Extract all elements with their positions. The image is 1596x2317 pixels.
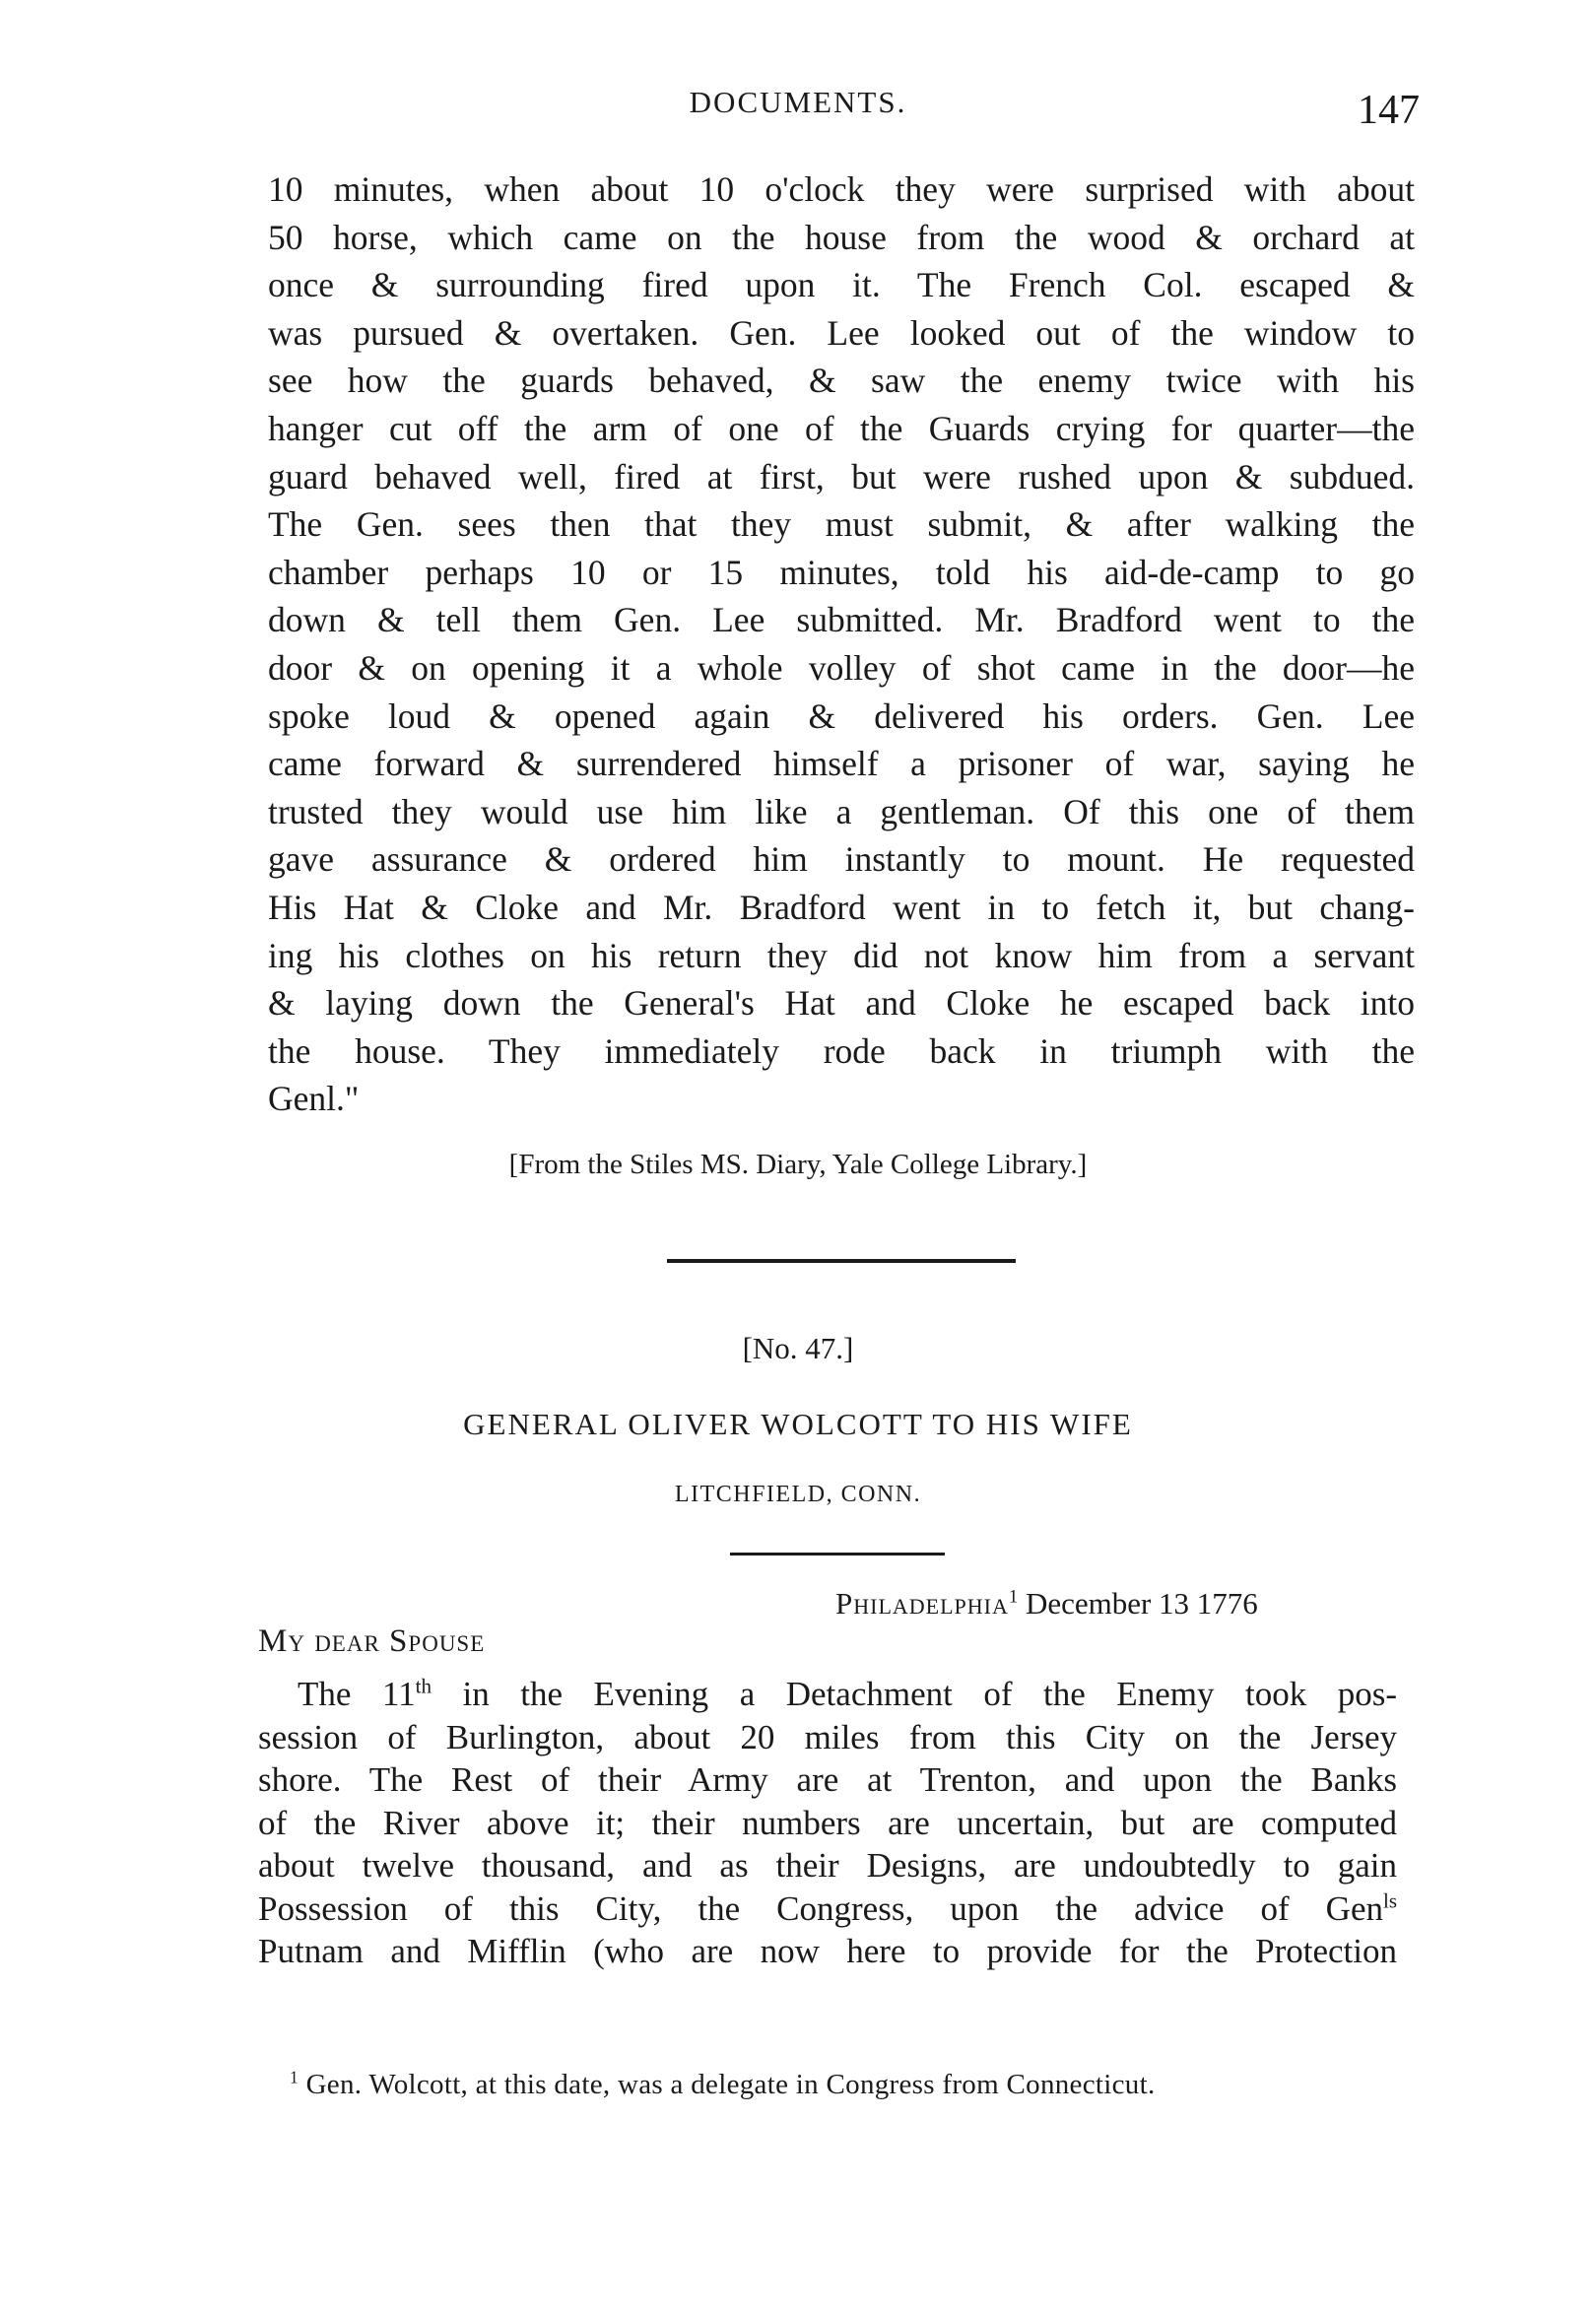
passage-line: The Gen. sees then that they must submit, & after walking the: [268, 504, 1415, 545]
passage-line: trusted they would use him like a gentleman. Of this one of them: [268, 791, 1415, 831]
passage-line: once & surrounding fired upon it. The French Col. escaped &: [268, 265, 1415, 305]
diary-passage: [268, 166, 1415, 1123]
letter-line: [258, 1887, 1397, 1931]
dateline-date: December 13 1776: [1025, 1586, 1258, 1621]
passage-line: hanger cut off the arm of one of the Guards crying for quarter—the: [268, 408, 1415, 448]
passage-line: was pursued & overtaken. Gen. Lee looked out of the window to: [268, 312, 1415, 353]
letter-line-text: The 11: [298, 1675, 416, 1713]
passage-line: see how the guards behaved, & saw the enemy twice with his: [268, 361, 1415, 401]
passage-line: & laying down the General's Hat and Cloke he escaped back into: [268, 983, 1415, 1024]
letter-dateline: [835, 1586, 1258, 1622]
document-heading: GENERAL OLIVER WOLCOTT TO HIS WIFE: [463, 1407, 1133, 1441]
superscript-abbreviation: th: [415, 1674, 432, 1698]
letter-line: about twelve thousand, and as their Designs, are undoubtedly to gain: [258, 1846, 1397, 1885]
document-location: LITCHFIELD, CONN.: [674, 1482, 922, 1507]
letter-line: shore. The Rest of their Army are at Trenton, and upon the Banks: [258, 1760, 1397, 1799]
passage-line: Genl.": [268, 1079, 360, 1119]
passage-line: the house. They immediately rode back in triumph with the: [268, 1030, 1415, 1071]
footnote-mark: 1: [290, 2067, 299, 2087]
section-divider-rule: [667, 1259, 1016, 1263]
passage-line: 50 horse, which came on the house from the wood & orchard at: [268, 217, 1415, 257]
letter-line: session of Burlington, about 20 miles from this City on the Jersey: [258, 1717, 1397, 1756]
passage-line: door & on opening it a whole volley of shot came in the door—he: [268, 647, 1415, 688]
passage-line: guard behaved well, fired at first, but were rushed upon & subdued.: [268, 456, 1415, 496]
letter-line: [258, 1673, 1397, 1716]
footnote: [290, 2069, 1156, 2101]
passage-line: chamber perhaps 10 or 15 minutes, told his aid-de-camp to go: [268, 552, 1415, 592]
passage-line: came forward & surrendered himself a prisoner of war, saying he: [268, 744, 1415, 784]
letter-line-text: Possession of this City, the Congress, upon the advice of Gen: [258, 1888, 1383, 1928]
document-number: [No. 47.]: [742, 1331, 854, 1365]
letter-body: [258, 1673, 1397, 1973]
footnote-reference: 1: [1008, 1586, 1019, 1608]
passage-line: gave assurance & ordered him instantly to mount. He requested: [268, 839, 1415, 880]
superscript-abbreviation: ls: [1382, 1887, 1397, 1912]
passage-line: 10 minutes, when about 10 o'clock they were surprised with about: [268, 169, 1415, 209]
passage-line: down & tell them Gen. Lee submitted. Mr. Bradford went to the: [268, 600, 1415, 640]
passage-line: spoke loud & opened again & delivered his orders. Gen. Lee: [268, 695, 1415, 736]
footnote-text: Gen. Wolcott, at this date, was a delegate in Congress from Connecticut.: [305, 2069, 1156, 2100]
letter-line: Putnam and Mifflin (who are now here to provide for the Protection: [258, 1932, 1397, 1970]
dateline-place: Philadelphia: [835, 1586, 1009, 1621]
letter-salutation: My dear Spouse: [258, 1623, 486, 1659]
letter-line: of the River above it; their numbers are uncertain, but are computed: [258, 1803, 1397, 1842]
letter-line-text: in the Evening a Detachment of the Enemy took pos-: [431, 1675, 1397, 1713]
page-number: 147: [1358, 88, 1420, 133]
passage-line: ing his clothes on his return they did not know him from a servant: [268, 935, 1415, 975]
heading-divider-rule: [730, 1553, 945, 1556]
source-citation: [From the Stiles MS. Diary, Yale College Library.]: [508, 1149, 1088, 1180]
passage-line: His Hat & Cloke and Mr. Bradford went in to fetch it, but chang-: [268, 887, 1415, 927]
running-head-title: DOCUMENTS.: [689, 85, 907, 119]
running-head: [0, 85, 1596, 133]
